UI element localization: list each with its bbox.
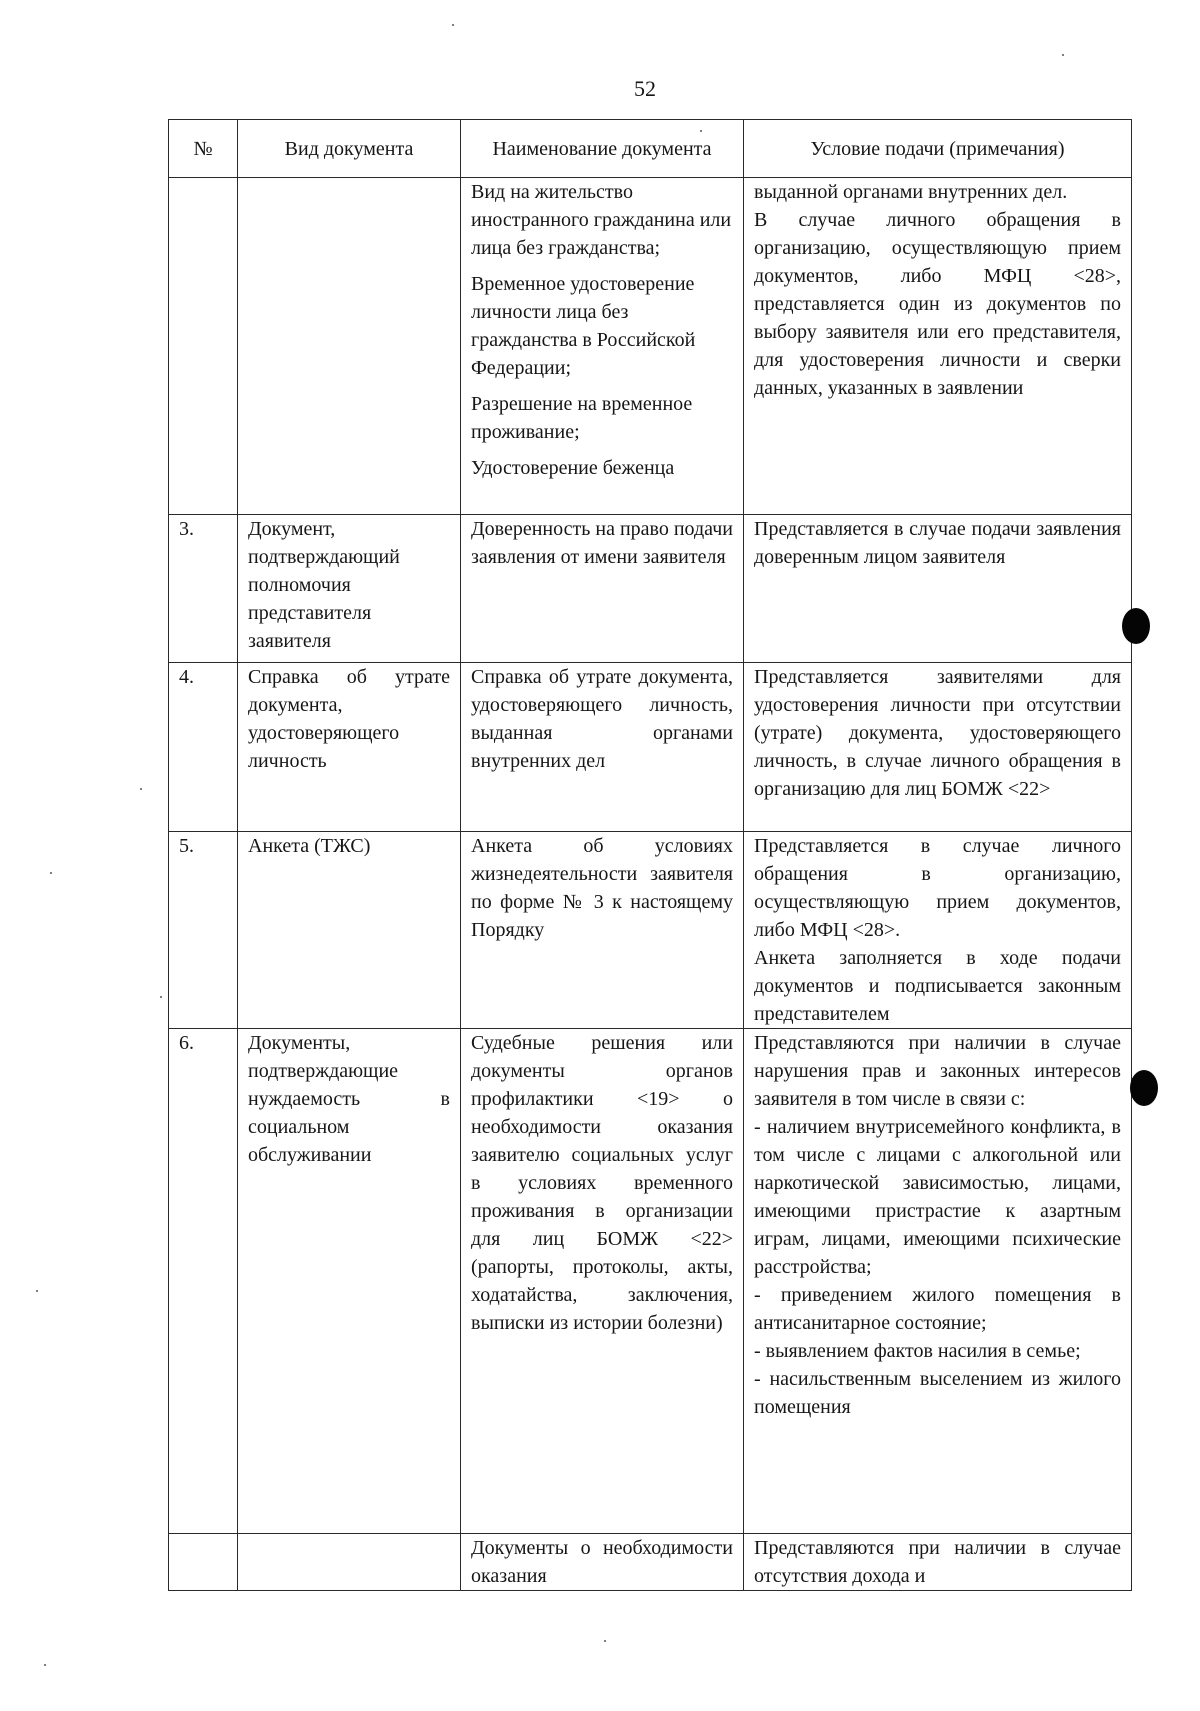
document-type: Документы, подтверждающие нуждаемость в социальном обслуживании	[238, 1029, 461, 1534]
document-name-item: Вид на жительство иностранного гражданина или лица без гражданства;	[471, 181, 732, 259]
scan-speck	[44, 1664, 46, 1666]
row-number: 4.	[169, 663, 238, 832]
documents-table	[168, 119, 1132, 1591]
submission-conditions: Представляется заявителями для удостоверения личности при отсутствии (утрате) документа, удостоверяющего личность, в случае личного обращения в организацию для лиц БОМЖ <22>	[744, 663, 1132, 832]
document-name: Анкета об условиях жизнедеятельности заявителя по форме № 3 к настоящему Порядку	[461, 832, 744, 1029]
document-name: Судебные решения или документы органов профилактики <19> о необходимости оказания заявителю социальных услуг в условиях временного проживания в организации для лиц БОМЖ <22> (рапорты, протоколы, акты, ходатайства, заключения, выписки из истории болезни)	[461, 1029, 744, 1534]
header-conditions: Условие подачи (примечания)	[744, 120, 1132, 178]
submission-conditions: Представляется в случае личного обращения в организацию, осуществляющую прием документов, либо МФЦ <28>. Анкета заполняется в ходе подачи документов и подписывается законным представителем	[744, 832, 1132, 1029]
header-number: №	[169, 120, 238, 178]
document-type: Анкета (ТЖС)	[238, 832, 461, 1029]
document-name-item: Удостоверение беженца	[471, 457, 675, 479]
document-name: Доверенность на право подачи заявления от имени заявителя	[461, 515, 744, 663]
table-header-row	[169, 120, 1132, 178]
punch-hole-mark	[1122, 608, 1150, 644]
scan-speck	[140, 788, 142, 790]
table-row	[169, 515, 1132, 663]
document-type	[238, 1534, 461, 1591]
header-document-type: Вид документа	[238, 120, 461, 178]
table-row	[169, 178, 1132, 515]
row-number: 5.	[169, 832, 238, 1029]
scan-speck	[452, 24, 454, 26]
scan-speck	[50, 872, 52, 874]
header-document-name: Наименование документа	[461, 120, 744, 178]
document-name: Документы о необходимости оказания	[461, 1534, 744, 1591]
scan-speck	[1062, 54, 1064, 56]
document-type	[238, 178, 461, 515]
document-type: Справка об утрате документа, удостоверяющего личность	[238, 663, 461, 832]
row-number	[169, 1534, 238, 1591]
submission-conditions: Представляется в случае подачи заявления доверенным лицом заявителя	[744, 515, 1132, 663]
submission-conditions: выданной органами внутренних дел. В случае личного обращения в организацию, осуществляющую прием документов, либо МФЦ <28>, представляется один из документов по выбору заявителя или его представителя, для удостоверения личности и сверки данных, указанных в заявлении	[744, 178, 1132, 515]
table-row	[169, 832, 1132, 1029]
scan-speck	[604, 1640, 606, 1642]
document-name	[461, 178, 744, 515]
document-name: Справка об утрате документа, удостоверяющего личность, выданная органами внутренних дел	[461, 663, 744, 832]
table-row	[169, 1534, 1132, 1591]
row-number: 6.	[169, 1029, 238, 1534]
page-number: 52	[634, 76, 656, 101]
scan-speck	[700, 130, 702, 132]
document-name-item: Временное удостоверение личности лица без гражданства в Российской Федерации;	[471, 273, 696, 379]
document-name-item: Разрешение на временное проживание;	[471, 393, 693, 443]
submission-conditions: Представляются при наличии в случае отсутствия дохода и	[744, 1534, 1132, 1591]
table-row	[169, 663, 1132, 832]
submission-conditions: Представляются при наличии в случае нарушения прав и законных интересов заявителя в том числе в связи с: - наличием внутрисемейного конфликта, в том числе с лицами с алкогольной или наркотической зависимостью, лицами, имеющими пристрастие к азартным играм, лицами, имеющими психические расстройства; - приведением жилого помещения в антисанитарное состояние; - выявлением фактов насилия в семье; - насильственным выселением из жилого помещения	[744, 1029, 1132, 1534]
punch-hole-mark	[1130, 1070, 1158, 1106]
document-type: Документ, подтверждающий полномочия представителя заявителя	[238, 515, 461, 663]
scan-speck	[36, 1290, 38, 1292]
row-number	[169, 178, 238, 515]
scan-speck	[160, 996, 162, 998]
row-number: 3.	[169, 515, 238, 663]
table-row	[169, 1029, 1132, 1534]
